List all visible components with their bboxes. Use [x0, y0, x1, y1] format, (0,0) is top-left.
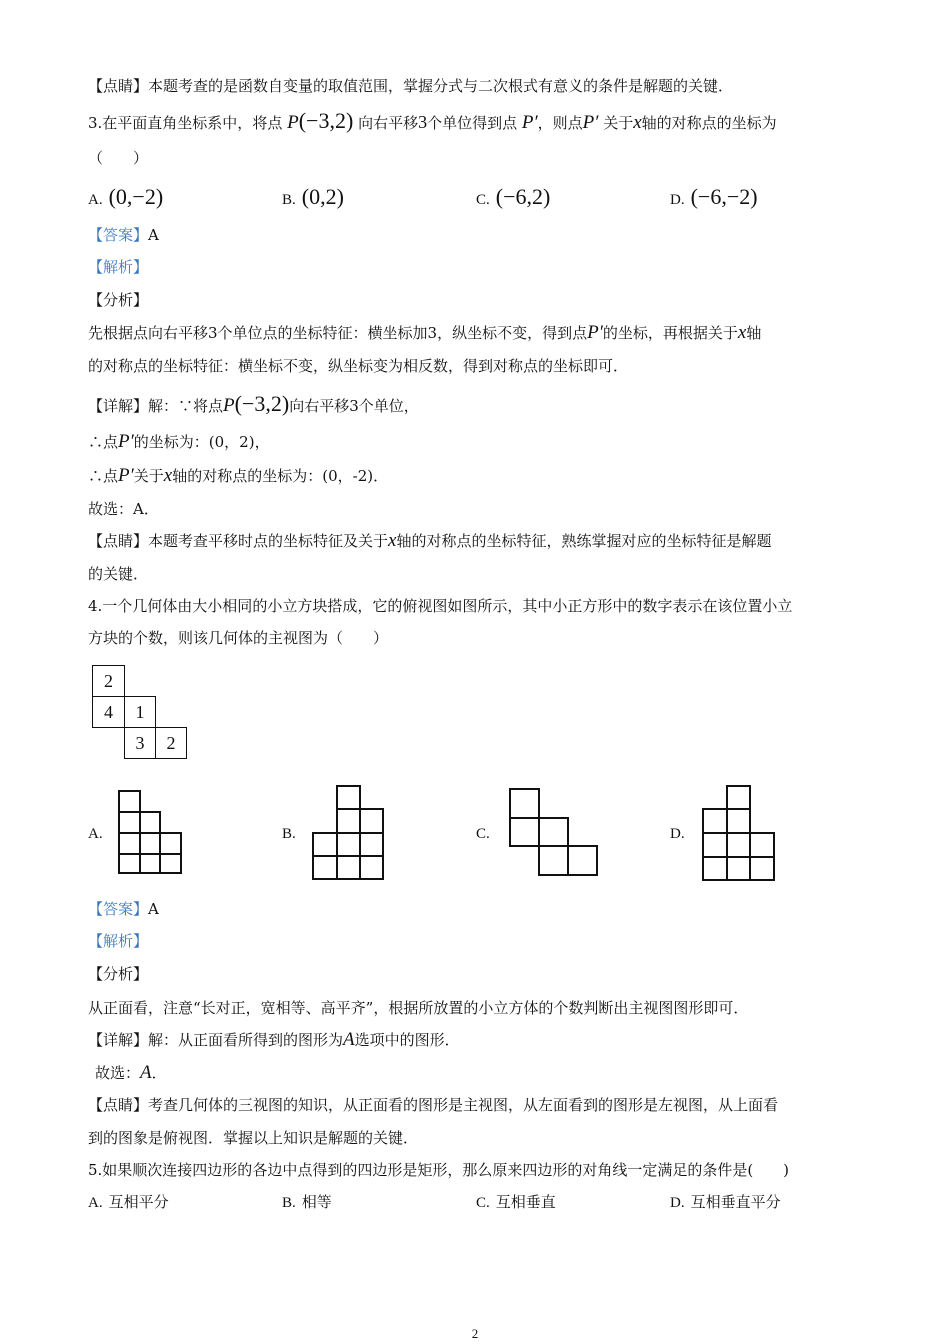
cube-cell [118, 853, 141, 874]
q4-fenxi: 从正面看，注意“长对正，宽相等、高平齐”，根据所放置的小立方体的个数判断出主视图图形即可． [88, 999, 749, 1017]
q4-xiangjie: 【详解】解：从正面看所得到的图形为A选项中的图形． [88, 1029, 460, 1050]
q5-option-d: D. 互相垂直平分 [670, 1193, 781, 1211]
cube-cell [359, 832, 384, 857]
q3-jiexi-tag: 【解析】 [88, 258, 149, 276]
q3-fenxi-tag: 【分析】 [88, 291, 149, 309]
q4-jiexi-tag: 【解析】 [88, 932, 149, 950]
q4-answer: 【答案】A [88, 900, 159, 918]
cube-cell [726, 832, 751, 858]
cube-cell [118, 790, 141, 813]
q3-option-a: A. (0,−2) [88, 184, 164, 209]
q4-option-d-figure [702, 785, 775, 881]
q4-option-d-label: D. [670, 826, 685, 842]
q4-option-a-label: A. [88, 826, 103, 842]
q3-fenxi-line1: 先根据点向右平移3个单位点的坐标特征：横坐标加3，纵坐标不变，得到点P′的坐标，再根据关于x轴 [88, 322, 762, 343]
q5-stem: 5.如果顺次连接四边形的各边中点得到的四边形是矩形，那么原来四边形的对角线一定满足的条件是( ) [88, 1161, 790, 1179]
q3-xiangjie-line3: ∴点P′关于x轴的对称点的坐标为：(0，-2)． [88, 465, 389, 486]
q5-option-b: B. 相等 [282, 1193, 332, 1211]
answer-tag: 【答案】 [88, 226, 149, 244]
q3-option-d: D. (−6,−2) [670, 184, 758, 209]
q3-option-b: B. (0,2) [282, 184, 344, 209]
cube-cell [139, 853, 161, 874]
cube-cell [118, 811, 141, 834]
cube-cell [702, 856, 728, 881]
dianjing-tag: 【点睛】 [88, 77, 149, 95]
cube-cell [702, 808, 728, 834]
cube-cell [336, 832, 361, 857]
answer-tag: 【答案】 [88, 900, 149, 918]
q3-option-c: C. (−6,2) [476, 184, 551, 209]
q5-option-c: C. 互相垂直 [476, 1193, 556, 1211]
cube-cell [509, 788, 540, 819]
q4-dianjing-line1: 【点睛】考查几何体的三视图的知识，从正面看的图形是主视图，从左面看到的图形是左视图，从上面看 [88, 1096, 779, 1114]
q4-stem-line1: 4.一个几何体由大小相同的小立方块搭成，它的俯视图如图所示，其中小正方形中的数字表示在该位置小立 [88, 597, 793, 615]
q4-option-c-label: C. [476, 826, 490, 842]
q4-fenxi-tag: 【分析】 [88, 965, 149, 983]
cube-cell [702, 832, 728, 858]
q3-stem: 3.在平面直角坐标系中，将点 P(−3,2) 向右平移3个单位得到点 P′，则点P′ 关于x轴的对称点的坐标为 [88, 108, 777, 133]
cube-cell [538, 817, 569, 847]
q3-dianjing-line2: 的关键． [88, 565, 149, 583]
top-view-cell: 1 [124, 696, 156, 728]
q3-answer: 【答案】A [88, 226, 159, 244]
top-view-cell: 3 [124, 727, 156, 759]
cube-cell [118, 832, 141, 855]
q4-guxuan: 故选：A． [95, 1062, 167, 1083]
cube-cell [359, 855, 384, 880]
q3-fenxi-line2: 的对称点的坐标特征：横坐标不变，纵坐标变为相反数，得到对称点的坐标即可． [88, 357, 629, 375]
q4-option-b-label: B. [282, 826, 296, 842]
cube-cell [749, 856, 775, 881]
cube-cell [312, 832, 338, 857]
cube-cell [159, 832, 182, 855]
q4-stem-line2: 方块的个数，则该几何体的主视图为（ ） [88, 629, 389, 647]
cube-cell [359, 808, 384, 834]
q4-option-b-figure [312, 785, 384, 880]
q3-xiangjie-line1: 【详解】解：∵将点P(−3,2)向右平移3个单位， [88, 391, 419, 416]
top-view-figure [92, 665, 188, 761]
cube-cell [567, 845, 598, 876]
cube-cell [336, 808, 361, 834]
q4-dianjing-line2: 到的图象是俯视图．掌握以上知识是解题的关键． [88, 1129, 419, 1147]
cube-cell [312, 855, 338, 880]
top-view-cell: 2 [155, 727, 187, 759]
q3-blank: （ ） [88, 149, 149, 167]
cube-cell [726, 785, 751, 810]
top-view-cell: 4 [92, 696, 125, 728]
cube-cell [336, 855, 361, 880]
cube-cell [336, 785, 361, 810]
cube-cell [538, 845, 569, 876]
cube-cell [726, 856, 751, 881]
q3-xiangjie-line2: ∴点P′的坐标为：(0，2)， [88, 431, 270, 452]
cube-cell [726, 808, 751, 834]
cube-cell [139, 811, 161, 834]
q4-option-c-figure [509, 788, 599, 876]
cube-cell [139, 832, 161, 855]
q4-option-a-figure [118, 790, 182, 874]
q5-option-a: A. 互相平分 [88, 1193, 169, 1211]
q3-guxuan: 故选：A． [88, 500, 159, 518]
cube-cell [749, 832, 775, 858]
prev-dianjing: 【点睛】本题考查的是函数自变量的取值范围，掌握分式与二次根式有意义的条件是解题的关键． [88, 77, 734, 95]
page-number: 2 [471, 1326, 479, 1341]
q3-dianjing-line1: 【点睛】本题考查平移时点的坐标特征及关于x轴的对称点的坐标特征，熟练掌握对应的坐标特征是解题 [88, 530, 772, 551]
cube-cell [159, 853, 182, 874]
top-view-cell: 2 [92, 665, 125, 697]
cube-cell [509, 817, 540, 847]
